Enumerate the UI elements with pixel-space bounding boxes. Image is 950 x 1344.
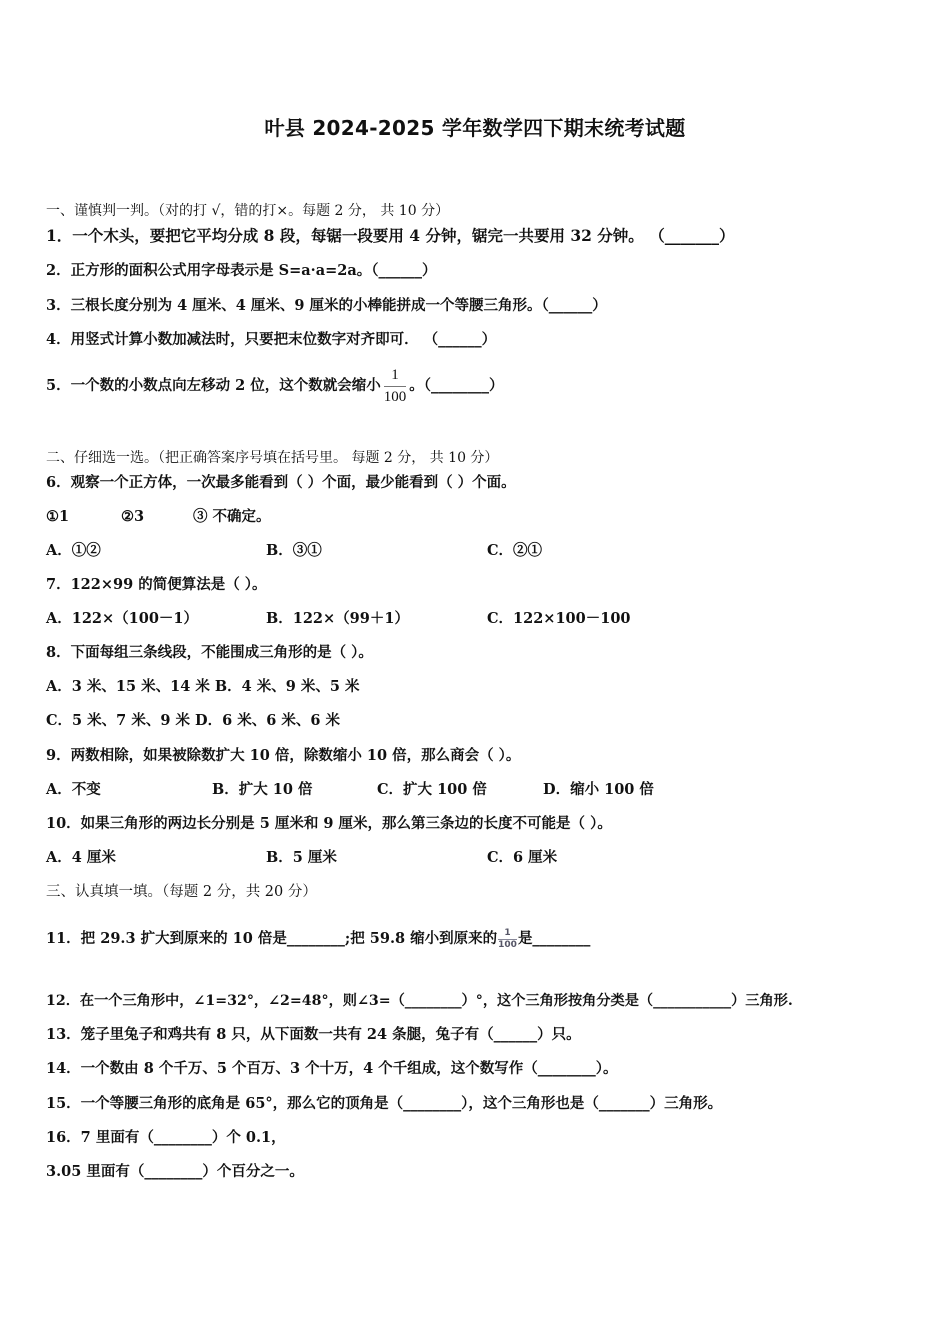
q10-option-c: C．6 厘米 — [487, 849, 558, 866]
question-9: 9．两数相除，如果被除数扩大 10 倍，除数缩小 10 倍，那么商会（ ）。 — [46, 747, 521, 764]
q9-option-d: D．缩小 100 倍 — [543, 781, 654, 798]
q9-option-b: B．扩大 10 倍 — [212, 781, 313, 798]
fraction-numerator: 1 — [498, 929, 517, 940]
q6-option-c: C．②① — [487, 542, 543, 559]
question-16b: 3.05 里面有（________）个百分之一。 — [46, 1163, 304, 1180]
question-16a: 16．7 里面有（________）个 0.1， — [46, 1129, 286, 1146]
question-7: 7．122×99 的简便算法是（ ）。 — [46, 576, 267, 593]
page-title: 叶县 2024-2025 学年数学四下期末统考试题 — [264, 116, 686, 140]
question-8-options-row2: C．5 米、7 米、9 米 D．6 米、6 米、6 米 — [46, 712, 340, 729]
question-6-items — [46, 507, 271, 527]
q9-option-c: C．扩大 100 倍 — [377, 781, 487, 798]
q9-option-a: A．不变 — [46, 781, 101, 798]
q7-option-c: C．122×100－100 — [487, 610, 631, 627]
question-4: 4．用竖式计算小数加减法时，只要把末位数字对齐即可． （______） — [46, 331, 497, 348]
question-8: 8．下面每组三条线段，不能围成三角形的是（ ）。 — [46, 644, 373, 661]
question-8-options-row1: A．3 米、15 米、14 米 B．4 米、9 米、5 米 — [46, 678, 360, 695]
question-6-options — [46, 541, 542, 561]
q10-option-a: A．4 厘米 — [46, 849, 116, 866]
question-9-options — [46, 780, 654, 800]
q6-option-b: B．③① — [266, 542, 322, 559]
question-11-tail: 是________ — [517, 930, 591, 947]
question-11-text: 11．把 29.3 扩大到原来的 10 倍是________;把 59.8 缩小到原来的 — [46, 930, 498, 947]
q7-option-a: A．122×（100－1） — [46, 610, 199, 627]
q6-item-2: ②3 — [121, 508, 145, 525]
question-3: 3．三根长度分别为 4 厘米、4 厘米、9 厘米的小棒能拼成一个等腰三角形。（______） — [46, 297, 607, 314]
question-14: 14．一个数由 8 个千万、5 个百万、3 个十万，4 个千组成，这个数写作（________）。 — [46, 1060, 618, 1077]
question-5-tail: 。（________） — [409, 377, 504, 394]
question-12: 12．在一个三角形中，∠1=32°，∠2=48°，则∠3=（________）°，这个三角形按角分类是（___________）三角形. — [46, 993, 793, 1009]
fraction-numerator: 1 — [384, 368, 407, 387]
question-11 — [46, 917, 590, 961]
question-2: 2．正方形的面积公式用字母表示是 S=a·a=2a。（______） — [46, 262, 437, 279]
question-5-text: 5．一个数的小数点向左移动 2 位，这个数就会缩小 — [46, 377, 381, 394]
question-6: 6．观察一个正方体，一次最多能看到（ ）个面，最少能看到（ ）个面。 — [46, 474, 516, 491]
q6-option-a: A．①② — [46, 542, 101, 559]
section2-heading: 二、仔细选一选。（把正确答案序号填在括号里。 每题 2 分， 共 10 分） — [46, 450, 499, 466]
question-1: 1．一个木头，要把它平均分成 8 段，每锯一段要用 4 分钟，锯完一共要用 32 分钟。 （_______） — [46, 226, 735, 245]
fraction-one-hundredth-small — [498, 929, 517, 950]
fraction-denominator: 100 — [498, 939, 517, 950]
q6-item-3: ③ 不确定。 — [193, 508, 271, 525]
fraction-one-hundredth — [384, 368, 407, 405]
question-7-options — [46, 609, 631, 629]
question-10-options — [46, 848, 557, 868]
section3-heading: 三、认真填一填。（每题 2 分，共 20 分） — [46, 884, 317, 900]
q10-option-b: B．5 厘米 — [266, 849, 337, 866]
question-5 — [46, 364, 504, 408]
question-10: 10．如果三角形的两边长分别是 5 厘米和 9 厘米，那么第三条边的长度不可能是（ ）。 — [46, 815, 612, 832]
question-13: 13．笼子里兔子和鸡共有 8 只，从下面数一共有 24 条腿，兔子有（______）只。 — [46, 1026, 581, 1043]
q6-item-1: ①1 — [46, 508, 70, 525]
question-15: 15．一个等腰三角形的底角是 65°，那么它的顶角是（________），这个三角形也是（_______）三角形。 — [46, 1095, 723, 1112]
fraction-denominator: 100 — [383, 388, 407, 405]
q7-option-b: B．122×（99＋1） — [266, 610, 409, 627]
section1-heading: 一、谨慎判一判。（对的打 √，错的打×。每题 2 分， 共 10 分） — [46, 203, 450, 219]
